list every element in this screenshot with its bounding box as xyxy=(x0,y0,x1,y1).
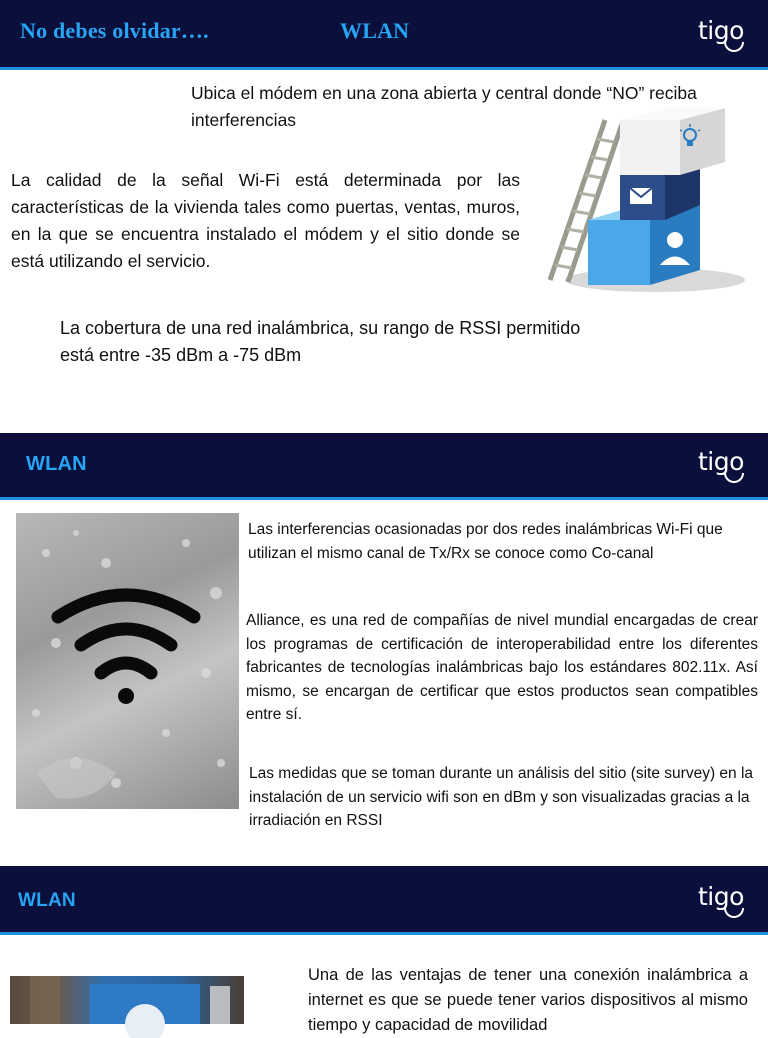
advantages-paragraph: Una de las ventajas de tener una conexión inalámbrica a internet es que se puede tener varios dispositivos al mismo tiempo y capacidad de movilidad xyxy=(308,966,748,1034)
tigo-logo xyxy=(698,16,744,45)
tigo-logo xyxy=(698,447,744,476)
signal-quality-paragraph: La calidad de la señal Wi-Fi está determinada por las características de la vivienda tales como puertas, ventas, muros, en la que se encuentra instalado el módem y el sitio donde se está utilizando el servicio. xyxy=(11,170,520,271)
section1-header xyxy=(0,0,768,70)
logo-smile-icon xyxy=(724,908,744,918)
logo-smile-icon xyxy=(724,473,744,483)
logo-smile-icon xyxy=(724,42,744,52)
section1-title: No debes olvidar…. xyxy=(20,18,209,43)
modem-tip: Ubica el módem en una zona abierta y central donde “NO” reciba interferencias xyxy=(191,83,697,130)
logo-text: tigo xyxy=(698,447,744,476)
devices-photo xyxy=(10,976,244,1024)
logo-text: tigo xyxy=(698,16,744,45)
wifi-symbol-photo xyxy=(16,513,239,809)
co-channel-paragraph: Las interferencias ocasionadas por dos redes inalámbricas Wi-Fi que utilizan el mismo canal de Tx/Rx se conoce como Co-canal xyxy=(248,521,723,562)
section2-header xyxy=(0,433,768,500)
alliance-paragraph: Alliance, es una red de compañías de nivel mundial encargadas de crear los programas de certificación de interoperabilidad entre los diferentes fabricantes de tecnologías inalámbricas bajo los estándares 802.11x. Así mismo, se encargan de certificar que estos productos sean compatibles entre sí. xyxy=(246,612,758,723)
section3-title: WLAN xyxy=(18,890,76,911)
tigo-logo xyxy=(698,882,744,911)
rssi-range-paragraph: La cobertura de una red inalámbrica, su rango de RSSI permitido está entre -35 dBm a -75 dBm xyxy=(60,318,581,365)
site-survey-paragraph: Las medidas que se toman durante un análisis del sitio (site survey) en la instalación de un servicio wifi son en dBm y son visualizadas gracias a la irradiación en RSSI xyxy=(249,765,754,829)
section2-title: WLAN xyxy=(26,453,87,475)
wifi-icon xyxy=(58,595,194,704)
section1-subtitle: WLAN xyxy=(340,18,410,43)
logo-text: tigo xyxy=(698,882,744,911)
section3-header xyxy=(0,866,768,935)
stacked-boxes-illustration xyxy=(540,100,750,300)
envelope-icon xyxy=(630,188,652,204)
